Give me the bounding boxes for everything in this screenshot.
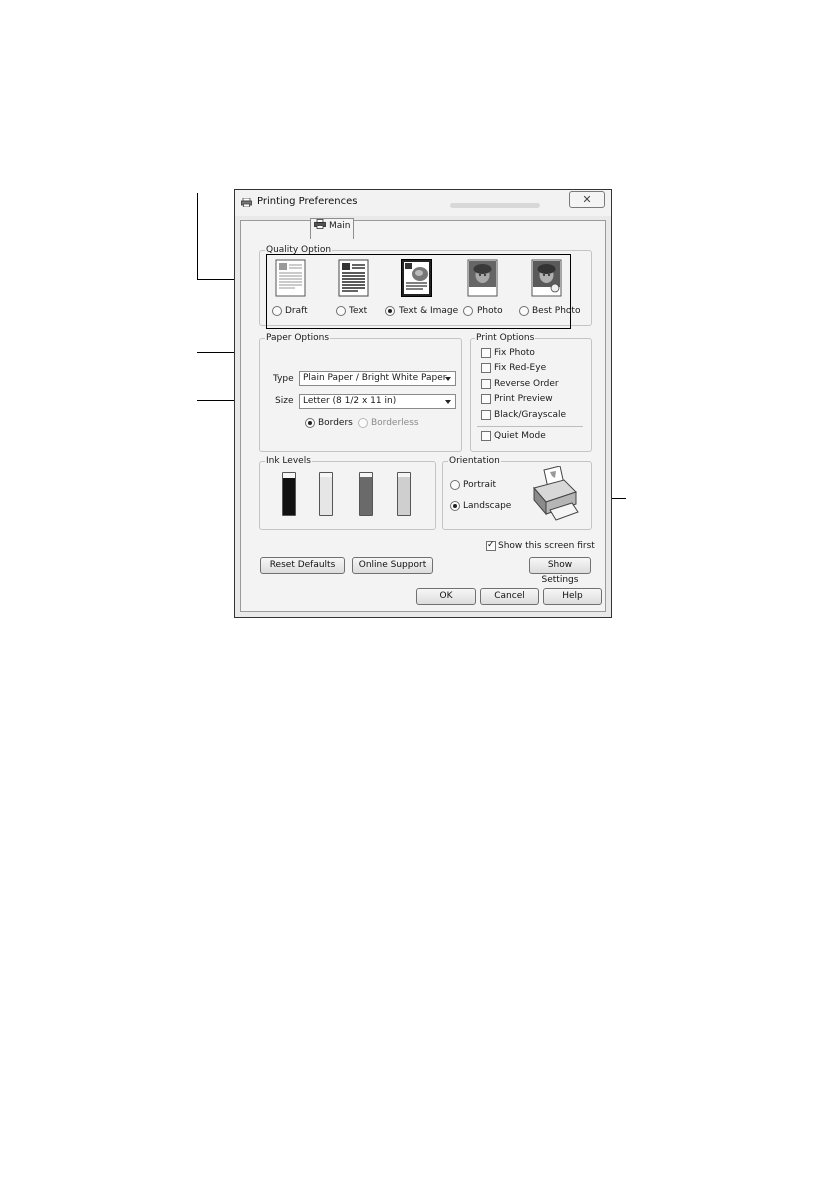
- photo-label: Photo: [477, 306, 503, 316]
- printing-preferences-dialog: [234, 189, 612, 618]
- quiet-mode-checkbox[interactable]: [481, 431, 491, 441]
- quality-option-label: Quality Option: [266, 245, 332, 255]
- paper-options-label: Paper Options: [266, 333, 330, 343]
- size-label: Size: [275, 396, 294, 406]
- ink-level-fill: [360, 477, 372, 515]
- reverse-order-checkbox[interactable]: [481, 379, 491, 389]
- black-grayscale-label: Black/Grayscale: [494, 410, 567, 420]
- ok-button[interactable]: OK: [416, 588, 476, 605]
- text-label: Text: [349, 306, 368, 316]
- tab-main[interactable]: Main: [310, 218, 354, 239]
- text-image-quality-icon[interactable]: [401, 259, 432, 297]
- printer-icon: [241, 198, 252, 207]
- print-preview-checkbox[interactable]: [481, 394, 491, 404]
- title-blurred-text: [450, 203, 540, 208]
- window-title: Printing Preferences: [257, 196, 358, 207]
- paper-size-select[interactable]: Letter (8 1/2 x 11 in): [299, 394, 456, 409]
- fix-red-eye-label: Fix Red-Eye: [494, 363, 547, 373]
- print-preview-label: Print Preview: [494, 394, 553, 404]
- title-bar: [235, 190, 611, 216]
- fix-photo-checkbox[interactable]: [481, 348, 491, 358]
- online-support-button[interactable]: Online Support: [352, 557, 433, 574]
- quiet-mode-label: Quiet Mode: [494, 431, 546, 441]
- reset-defaults-button[interactable]: Reset Defaults: [260, 557, 345, 574]
- paper-type-select[interactable]: Plain Paper / Bright White Paper: [299, 371, 456, 386]
- show-settings-button[interactable]: Show Settings: [529, 557, 591, 574]
- printer-landscape-icon: [530, 466, 580, 524]
- best-photo-radio[interactable]: [519, 306, 529, 316]
- borders-radio[interactable]: [305, 418, 315, 428]
- ink-cartridge-light: [319, 472, 333, 516]
- ink-level-fill: [283, 478, 295, 515]
- chevron-down-icon: [445, 377, 451, 381]
- portrait-radio[interactable]: [450, 480, 460, 490]
- portrait-label: Portrait: [463, 480, 497, 490]
- fix-photo-label: Fix Photo: [494, 348, 535, 358]
- help-button[interactable]: Help: [543, 588, 602, 605]
- ink-cartridge-light-gray: [397, 472, 411, 516]
- show-screen-first-checkbox[interactable]: [486, 541, 496, 551]
- close-button[interactable]: [569, 191, 605, 208]
- draft-label: Draft: [285, 306, 308, 316]
- photo-radio[interactable]: [463, 306, 473, 316]
- landscape-label: Landscape: [463, 501, 512, 511]
- close-icon: ✕: [582, 193, 592, 206]
- fix-red-eye-checkbox[interactable]: [481, 363, 491, 373]
- draft-radio[interactable]: [272, 306, 282, 316]
- borderless-radio[interactable]: [358, 418, 368, 428]
- chevron-down-icon: [445, 400, 451, 404]
- cancel-button[interactable]: Cancel: [480, 588, 539, 605]
- text-radio[interactable]: [336, 306, 346, 316]
- text-image-label: Text & Image: [399, 306, 459, 316]
- draft-quality-icon[interactable]: [275, 259, 306, 297]
- reverse-order-label: Reverse Order: [494, 379, 559, 389]
- black-grayscale-checkbox[interactable]: [481, 410, 491, 420]
- orientation-label: Orientation: [449, 456, 500, 466]
- show-screen-first-label: Show this screen first: [498, 541, 595, 551]
- photo-quality-icon[interactable]: [467, 259, 498, 297]
- best-photo-label: Best Photo: [532, 306, 581, 316]
- text-image-radio[interactable]: [385, 306, 395, 316]
- ink-cartridge-dark-gray: [359, 472, 373, 516]
- ink-levels-label: Ink Levels: [266, 456, 311, 466]
- print-options-label: Print Options: [476, 333, 535, 343]
- borderless-label: Borderless: [371, 418, 419, 428]
- print-options-divider: [477, 426, 583, 427]
- type-label: Type: [273, 374, 294, 384]
- ink-level-fill: [398, 477, 410, 515]
- ink-level-fill: [320, 477, 332, 515]
- printer-icon: [314, 219, 326, 229]
- ink-cartridge-black: [282, 472, 296, 516]
- best-photo-quality-icon[interactable]: [531, 259, 562, 297]
- callout-line-quality-vertical: [197, 193, 198, 279]
- landscape-radio[interactable]: [450, 501, 460, 511]
- text-quality-icon[interactable]: [338, 259, 369, 297]
- borders-label: Borders: [318, 418, 353, 428]
